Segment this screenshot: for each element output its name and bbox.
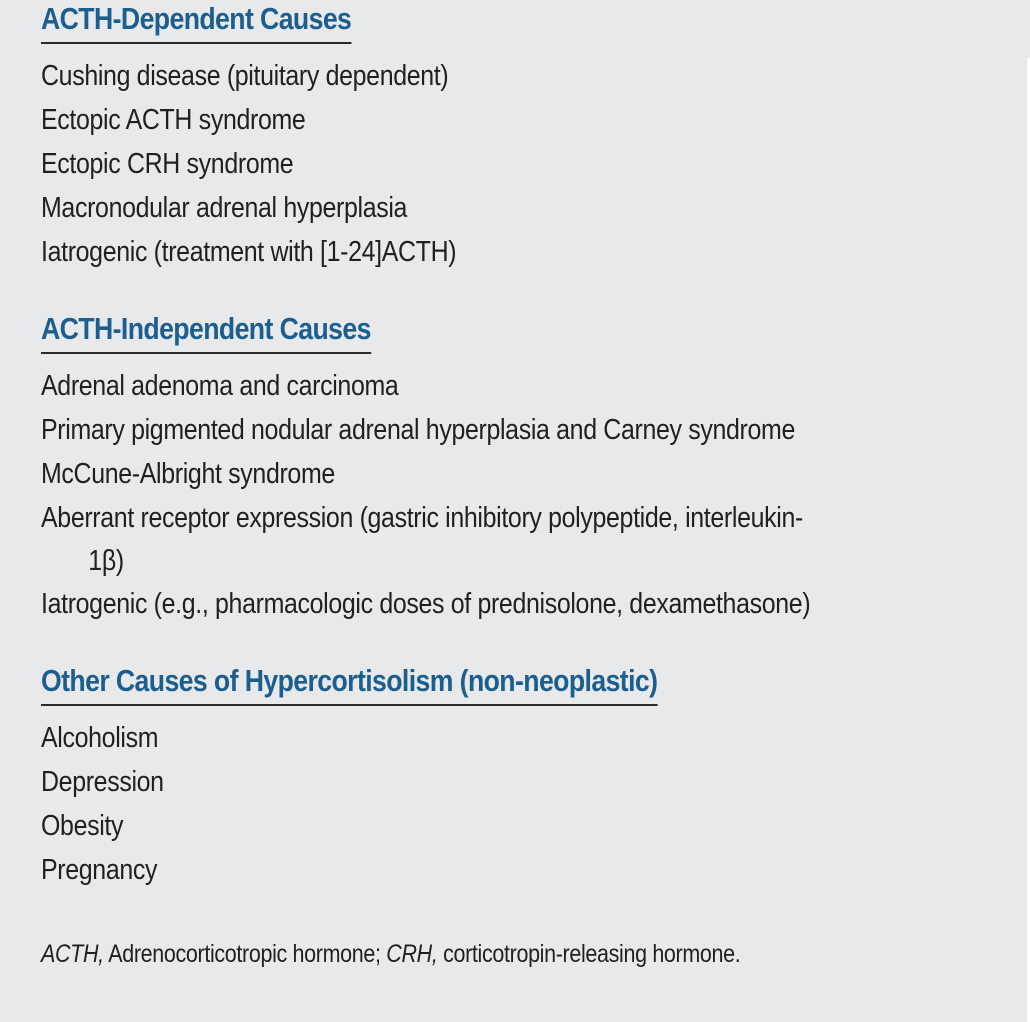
section-acth-dependent <box>41 0 524 274</box>
abbreviation-definition: Adrenocorticotropic hormone; <box>103 940 387 968</box>
list-item: Ectopic ACTH syndrome <box>41 104 306 136</box>
list-item: McCune-Albright syndrome <box>41 458 335 490</box>
cause-list <box>41 364 936 626</box>
list-item <box>41 496 810 582</box>
list-item: Pregnancy <box>41 854 158 886</box>
list-item: Obesity <box>41 810 124 842</box>
list-item: Ectopic CRH syndrome <box>41 148 294 180</box>
list-item-continuation: 1β) <box>88 545 124 577</box>
list-item: Macronodular adrenal hyperplasia <box>41 192 408 224</box>
section-heading: Other Causes of Hypercortisolism (non-neoplastic) <box>41 662 657 706</box>
section-other-causes <box>41 662 758 892</box>
section-acth-independent <box>41 310 936 626</box>
table-footnote <box>41 936 740 972</box>
section-heading: ACTH-Dependent Causes <box>41 0 351 44</box>
abbreviation: ACTH, <box>41 940 104 968</box>
list-item: Adrenal adenoma and carcinoma <box>41 370 399 402</box>
list-item: Cushing disease (pituitary dependent) <box>41 60 449 92</box>
list-item: Iatrogenic (e.g., pharmacologic doses of prednisolone, dexamethasone) <box>41 588 811 620</box>
list-item: Iatrogenic (treatment with [1-24]ACTH) <box>41 236 457 268</box>
list-item-text: Aberrant receptor expression (gastric inhibitory polypeptide, interleukin- <box>41 502 803 534</box>
abbreviation-definition: corticotropin-releasing hormone. <box>437 940 741 968</box>
list-item: Primary pigmented nodular adrenal hyperplasia and Carney syndrome <box>41 414 795 446</box>
cause-list <box>41 716 758 892</box>
list-item: Alcoholism <box>41 722 159 754</box>
list-item: Depression <box>41 766 164 798</box>
abbreviation: CRH, <box>386 940 438 968</box>
cause-list <box>41 54 524 274</box>
section-heading: ACTH-Independent Causes <box>41 310 371 354</box>
